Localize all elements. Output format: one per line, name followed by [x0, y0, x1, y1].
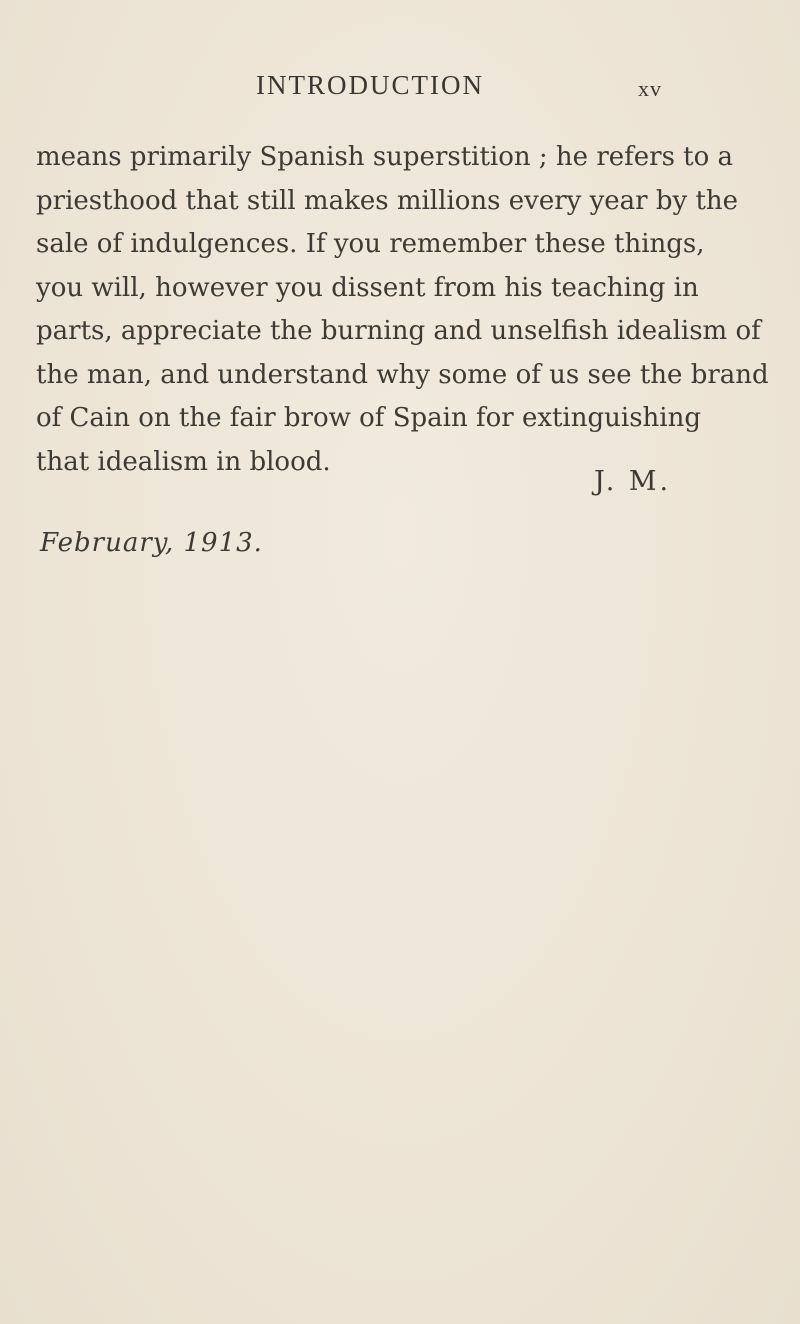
dateline: February, 1913.: [40, 528, 263, 558]
text-line: that idealism in blood.: [36, 446, 331, 477]
running-head: [0, 70, 800, 110]
text-line: sale of indulgences. If you remember these things,: [36, 229, 705, 259]
page-number: xv: [638, 76, 662, 101]
text-line: you will, however you dissent from his teaching in: [36, 272, 699, 303]
body-paragraph: [36, 136, 769, 484]
running-title: INTRODUCTION: [256, 70, 484, 100]
text-line: parts, appreciate the burning and unselfish idealism of: [36, 316, 761, 346]
text-line: means primarily Spanish superstition ; he refers to a: [36, 142, 734, 172]
text-line: of Cain on the fair brow of Spain for extinguishing: [36, 403, 701, 433]
text-line: priesthood that still makes millions every year by the: [36, 185, 739, 216]
author-signature: J. M.: [594, 466, 672, 497]
text-line: the man, and understand why some of us see the brand: [36, 359, 769, 390]
